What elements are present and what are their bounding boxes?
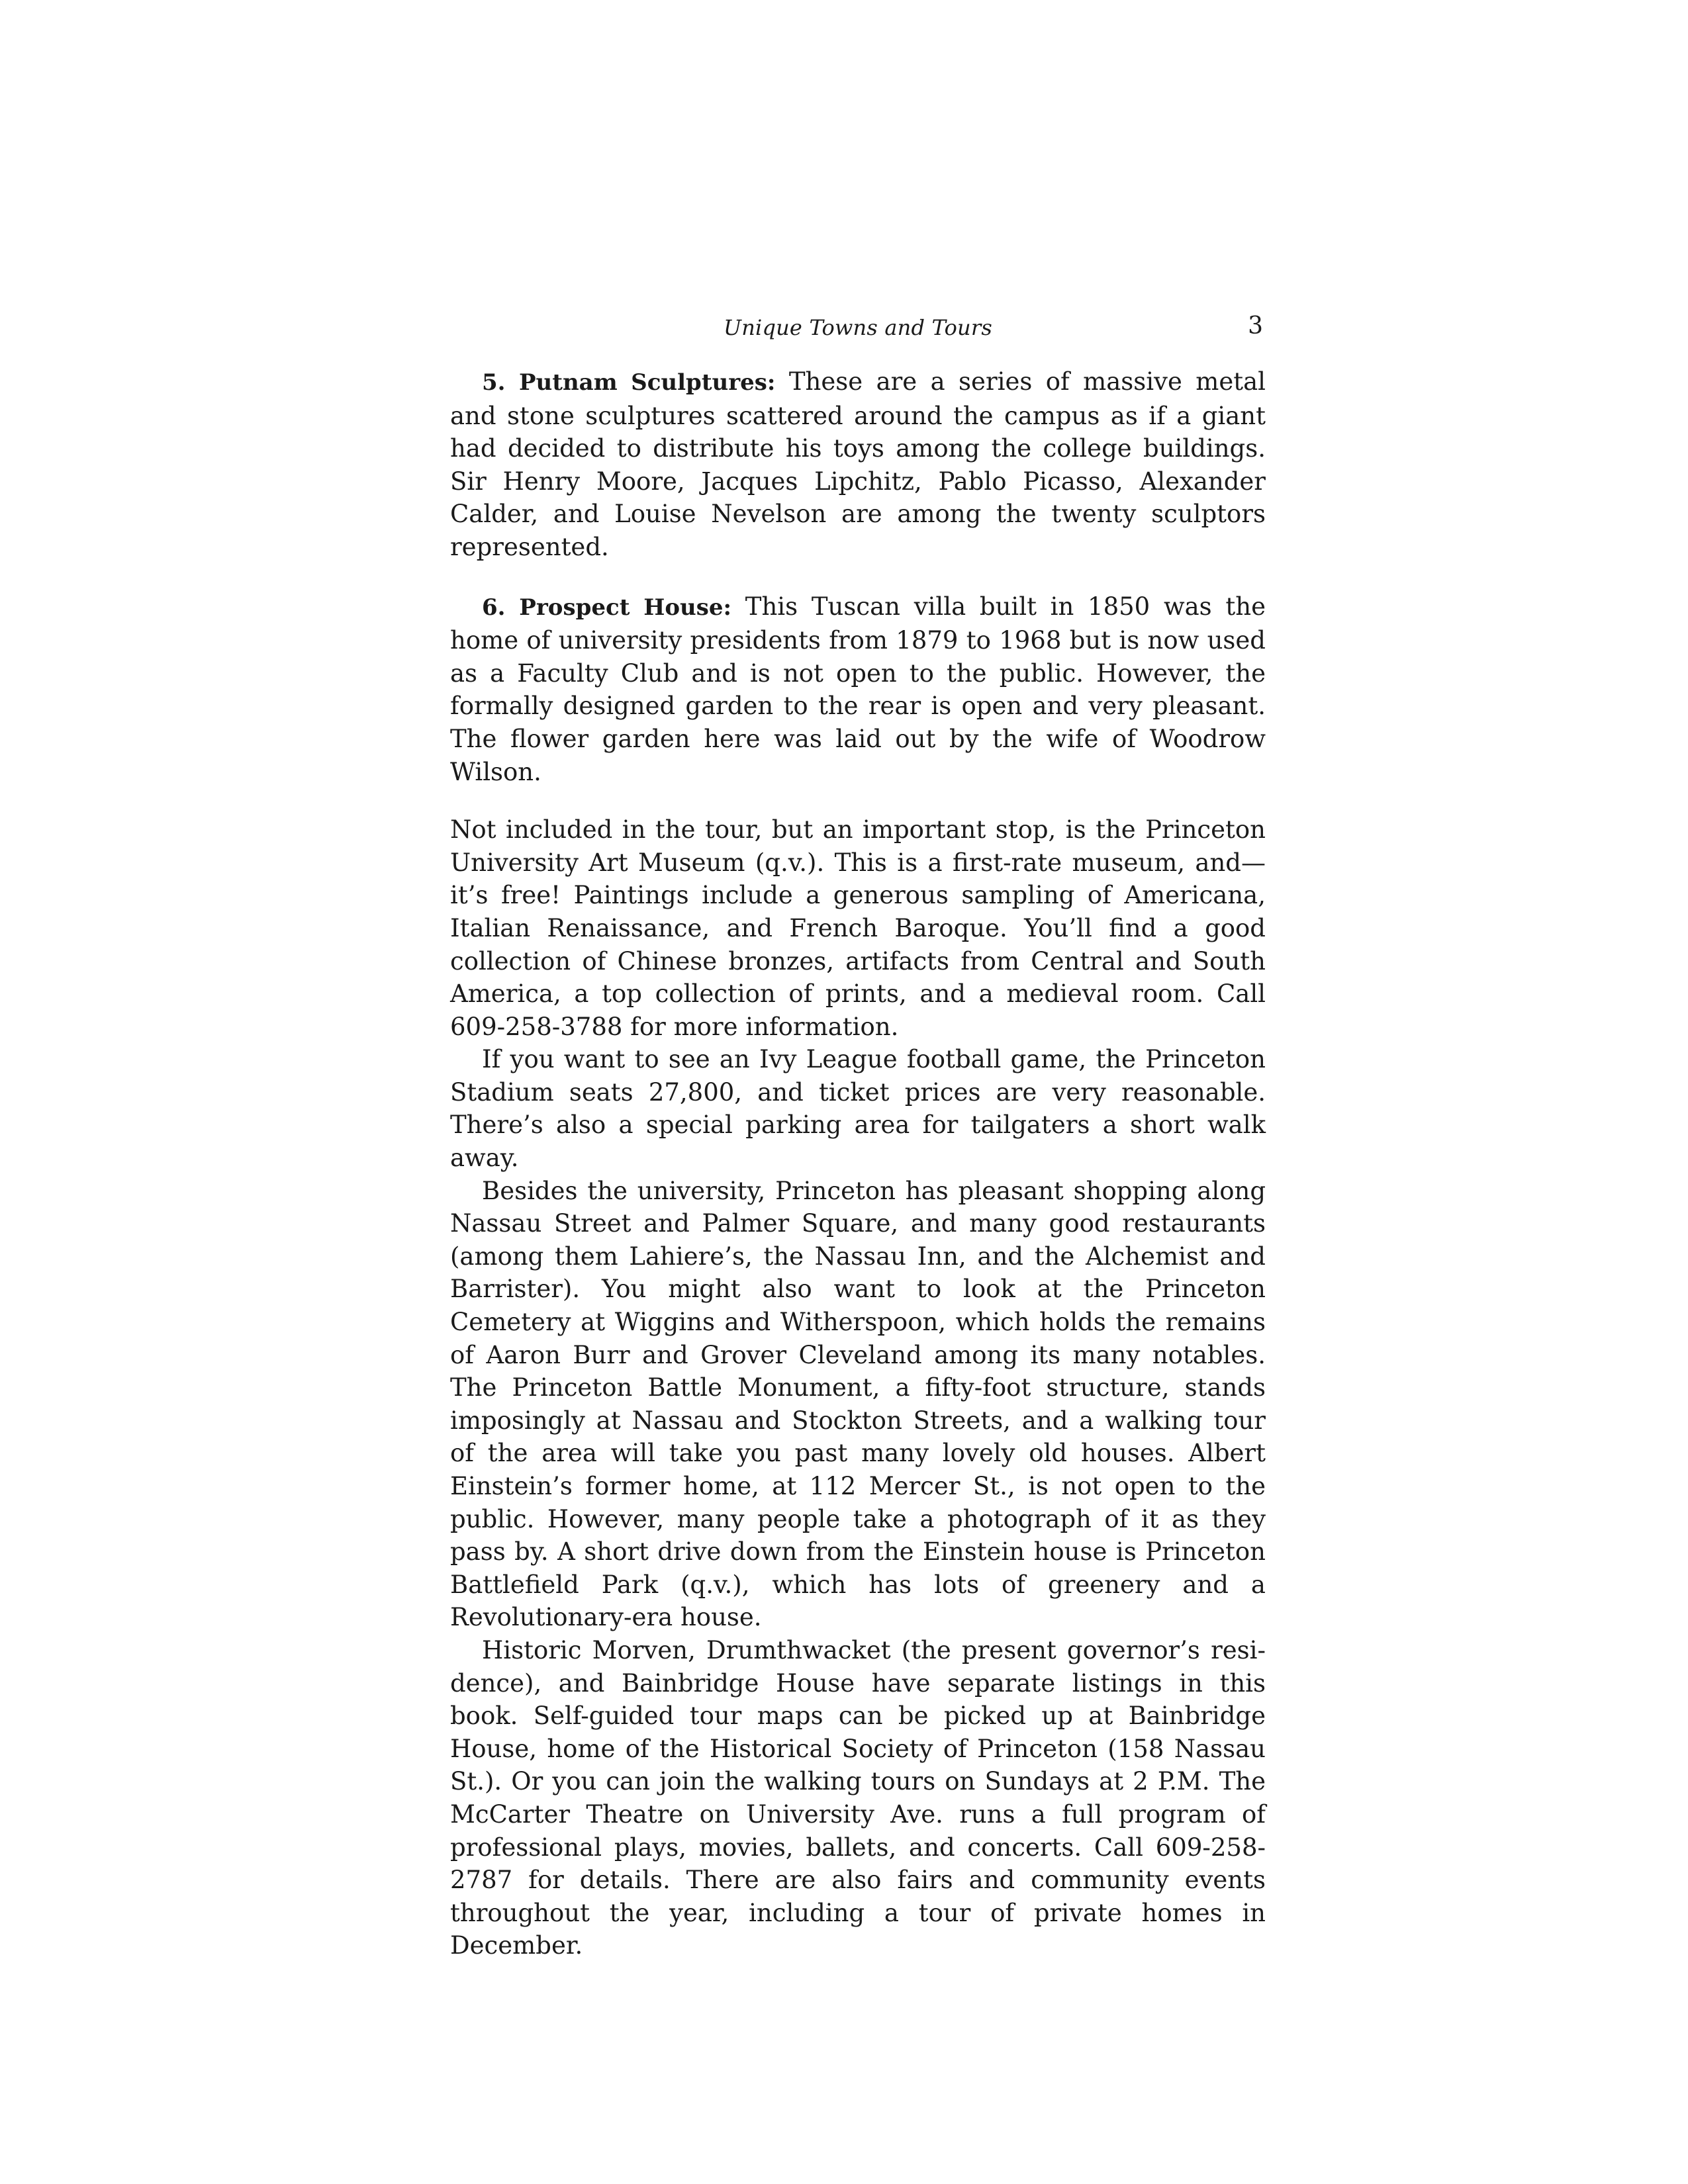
entry-text: These are a series of massive metal and stone sculptures scattered around the campus as if a giant had decided to distribute his toys among the college buildings. Sir Henry Moore, Jacques Lipchitz, Pablo Picasso, Alexander Calder, and Louise Nevelson are among the twenty sculptors represented. xyxy=(450,367,1266,561)
body-paragraph: Historic Morven, Drumthwacket (the present governor’s residence), and Bainbridge House have separate listings in this book. Self-guided tour maps can be picked up at Bainbridge House, home of the Historical Society of Princeton (158 Nassau St.). Or you can join the walking tours on Sundays at 2 P.M. The McCarter Theatre on University Ave. runs a full program of professional plays, movies, ballets, and concerts. Call 609-258-2787 for details. There are also fairs and community events throughout the year, including a tour of private homes in December. xyxy=(450,1635,1266,1960)
entry-heading: 5. Putnam Sculptures: xyxy=(482,369,776,396)
book-page xyxy=(450,311,1266,1962)
running-title: Unique Towns and Tours xyxy=(724,315,992,340)
page-number: 3 xyxy=(1248,312,1263,340)
entry-heading: 6. Prospect House: xyxy=(482,594,732,621)
entry-text: This Tuscan villa built in 1850 was the home of university presidents from 1879 to 1968 but is now used as a Faculty Club and is not open to the public. However, the formally designed garden to the rear is open and very pleasant. The flower garden here was laid out by the wife of Woodrow Wilson. xyxy=(450,592,1266,786)
body-text xyxy=(450,365,1266,1962)
body-paragraph: If you want to see an Ivy League football game, the Princeton Stadium seats 27,800, and ticket prices are very reasonable. There’s also a special parking area for tailgaters a short walk away. xyxy=(450,1045,1266,1173)
tour-entry xyxy=(450,365,1266,564)
body-paragraph: Not included in the tour, but an important stop, is the Princeton University Art Museum (q.v.). This is a first-rate museum, and—it’s free! Paintings include a generous sampling of Americana, Italian Renaissance, and French Baroque. You’ll find a good collection of Chinese bronzes, artifacts from Central and South America, a top collection of prints, and a medieval room. Call 609-258-3788 for more information. xyxy=(450,815,1266,1041)
tour-entry xyxy=(450,590,1266,789)
running-header xyxy=(450,311,1266,351)
body-paragraph: Besides the university, Princeton has pleasant shopping along Nassau Street and Palmer Square, and many good restaurants (among them Lahiere’s, the Nassau Inn, and the Alchemist and Barrister). You might also want to look at the Princeton Cemetery at Wiggins and Witherspoon, which holds the remains of Aaron Burr and Grover Cleveland among its many notables. The Princeton Battle Monument, a fifty-foot structure, stands imposingly at Nassau and Stockton Streets, and a walking tour of the area will take you past many lovely old houses. Albert Einstein’s former home, at 112 Mercer St., is not open to the public. However, many people take a photograph of it as they pass by. A short drive down from the Einstein house is Princeton Battlefield Park (q.v.), which has lots of greenery and a Revolutionary-era house. xyxy=(450,1176,1266,1632)
